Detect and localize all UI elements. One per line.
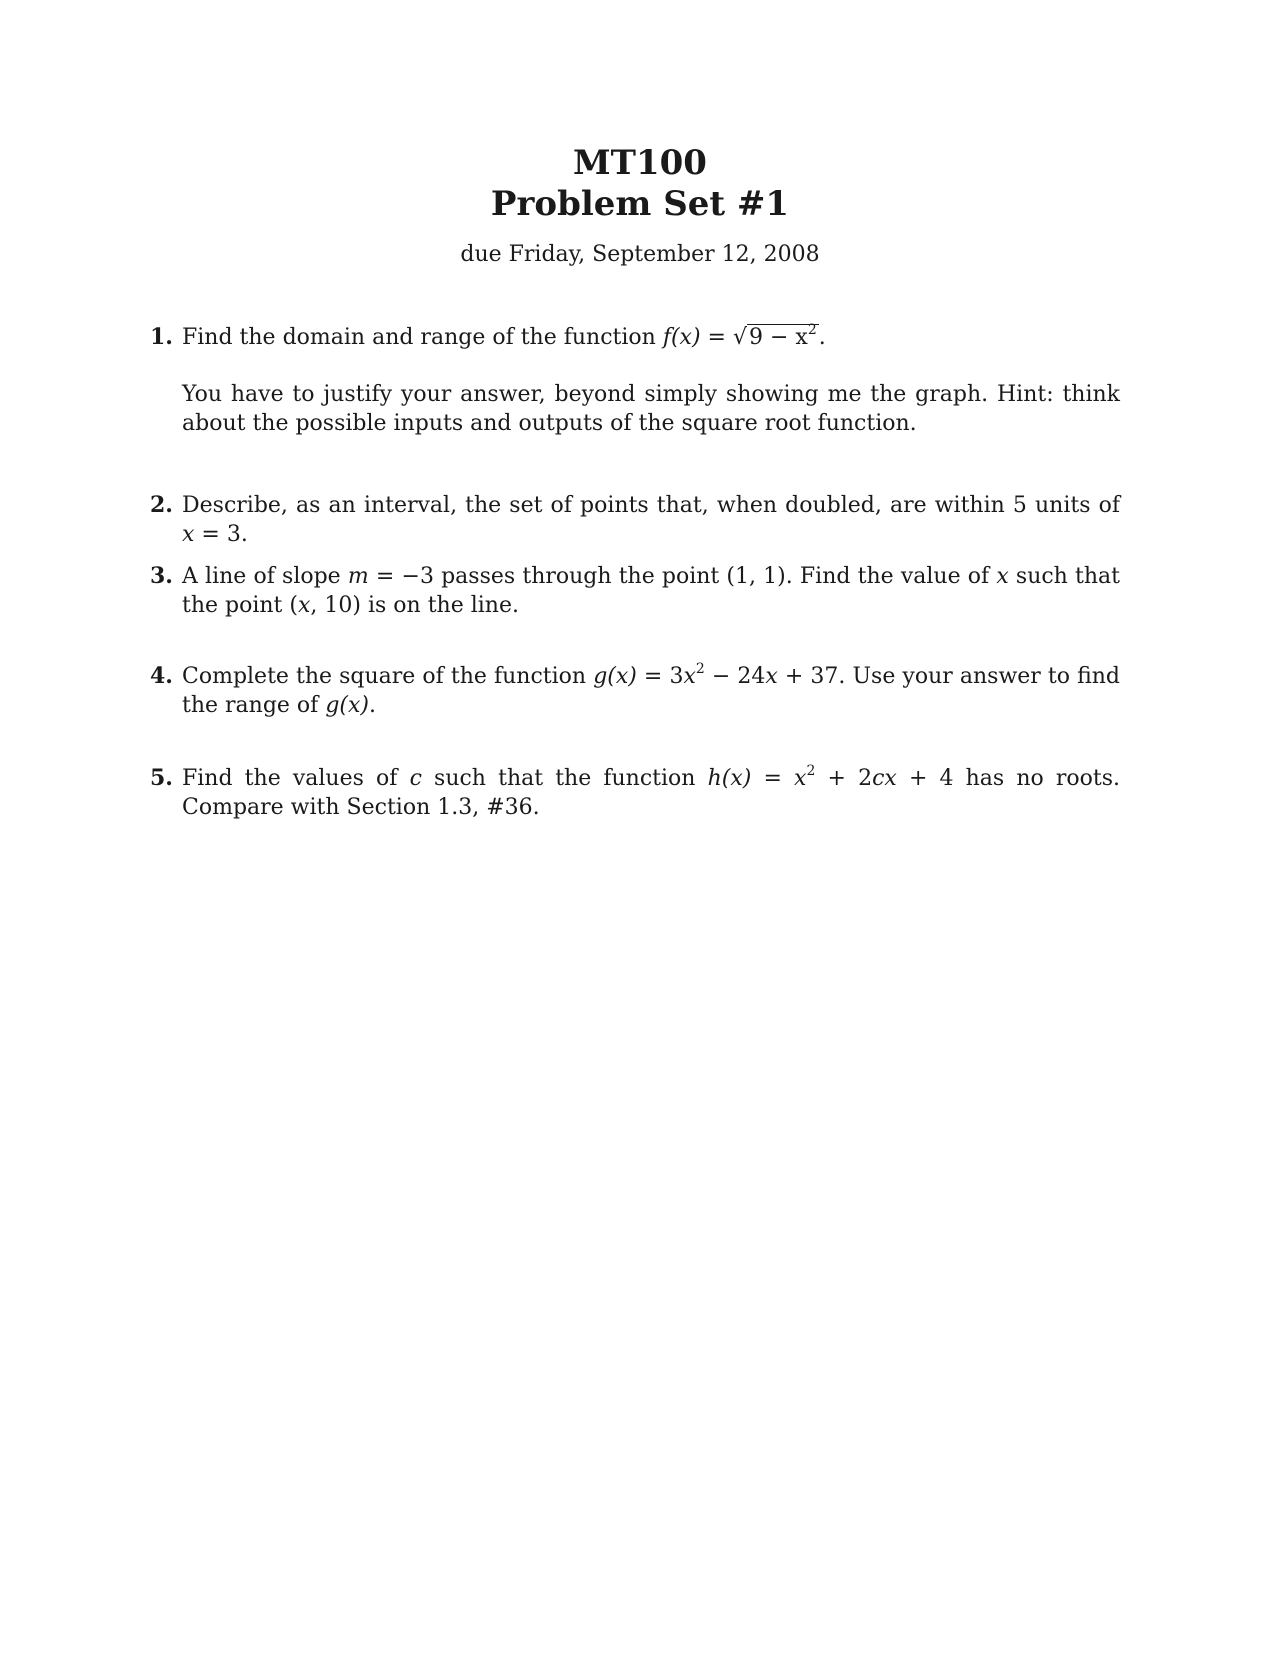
problem-5 xyxy=(150,764,1120,822)
problem-3 xyxy=(150,562,1120,620)
problem-1-hint: You have to justify your answer, beyond simply showing me the graph. Hint: think about the possible inputs and outputs of the square root function. xyxy=(182,382,1120,436)
problem-2 xyxy=(150,491,1120,549)
problem-set-title: Problem Set #1 xyxy=(490,184,790,224)
problem-5-statement: Find the values of c such that the function $h(x) = x^2 + 2cx + 4$ has no roots. Compare with Section 1.3, #36. xyxy=(182,762,1121,820)
problem-number: 4. xyxy=(150,663,173,689)
problem-number: 2. xyxy=(150,492,173,518)
problem-4 xyxy=(150,662,1120,720)
problem-1-statement: Find the domain and range of the function $f(x) = √9 - x^2$. xyxy=(182,321,826,350)
problem-number: 1. xyxy=(150,324,173,350)
problem-2-statement: Describe, as an interval, the set of points that, when doubled, are within 5 units of x = 3. xyxy=(182,493,1120,547)
due-date: due Friday, September 12, 2008 xyxy=(460,242,820,267)
problem-number: 3. xyxy=(150,563,173,589)
problem-1 xyxy=(150,323,1120,438)
course-title: MT100 xyxy=(573,143,707,183)
problem-number: 5. xyxy=(150,765,173,791)
problem-3-statement: A line of slope m = −3 passes through the point (1, 1). Find the value of x such that the point (x, 10) is on the line. xyxy=(182,564,1120,618)
problem-4-statement: Complete the square of the function $g(x) = 3x^2 - 24x + 37$. Use your answer to find the range of g(x). xyxy=(182,660,1121,718)
square-root: $√9 - x^2$ xyxy=(732,321,817,350)
